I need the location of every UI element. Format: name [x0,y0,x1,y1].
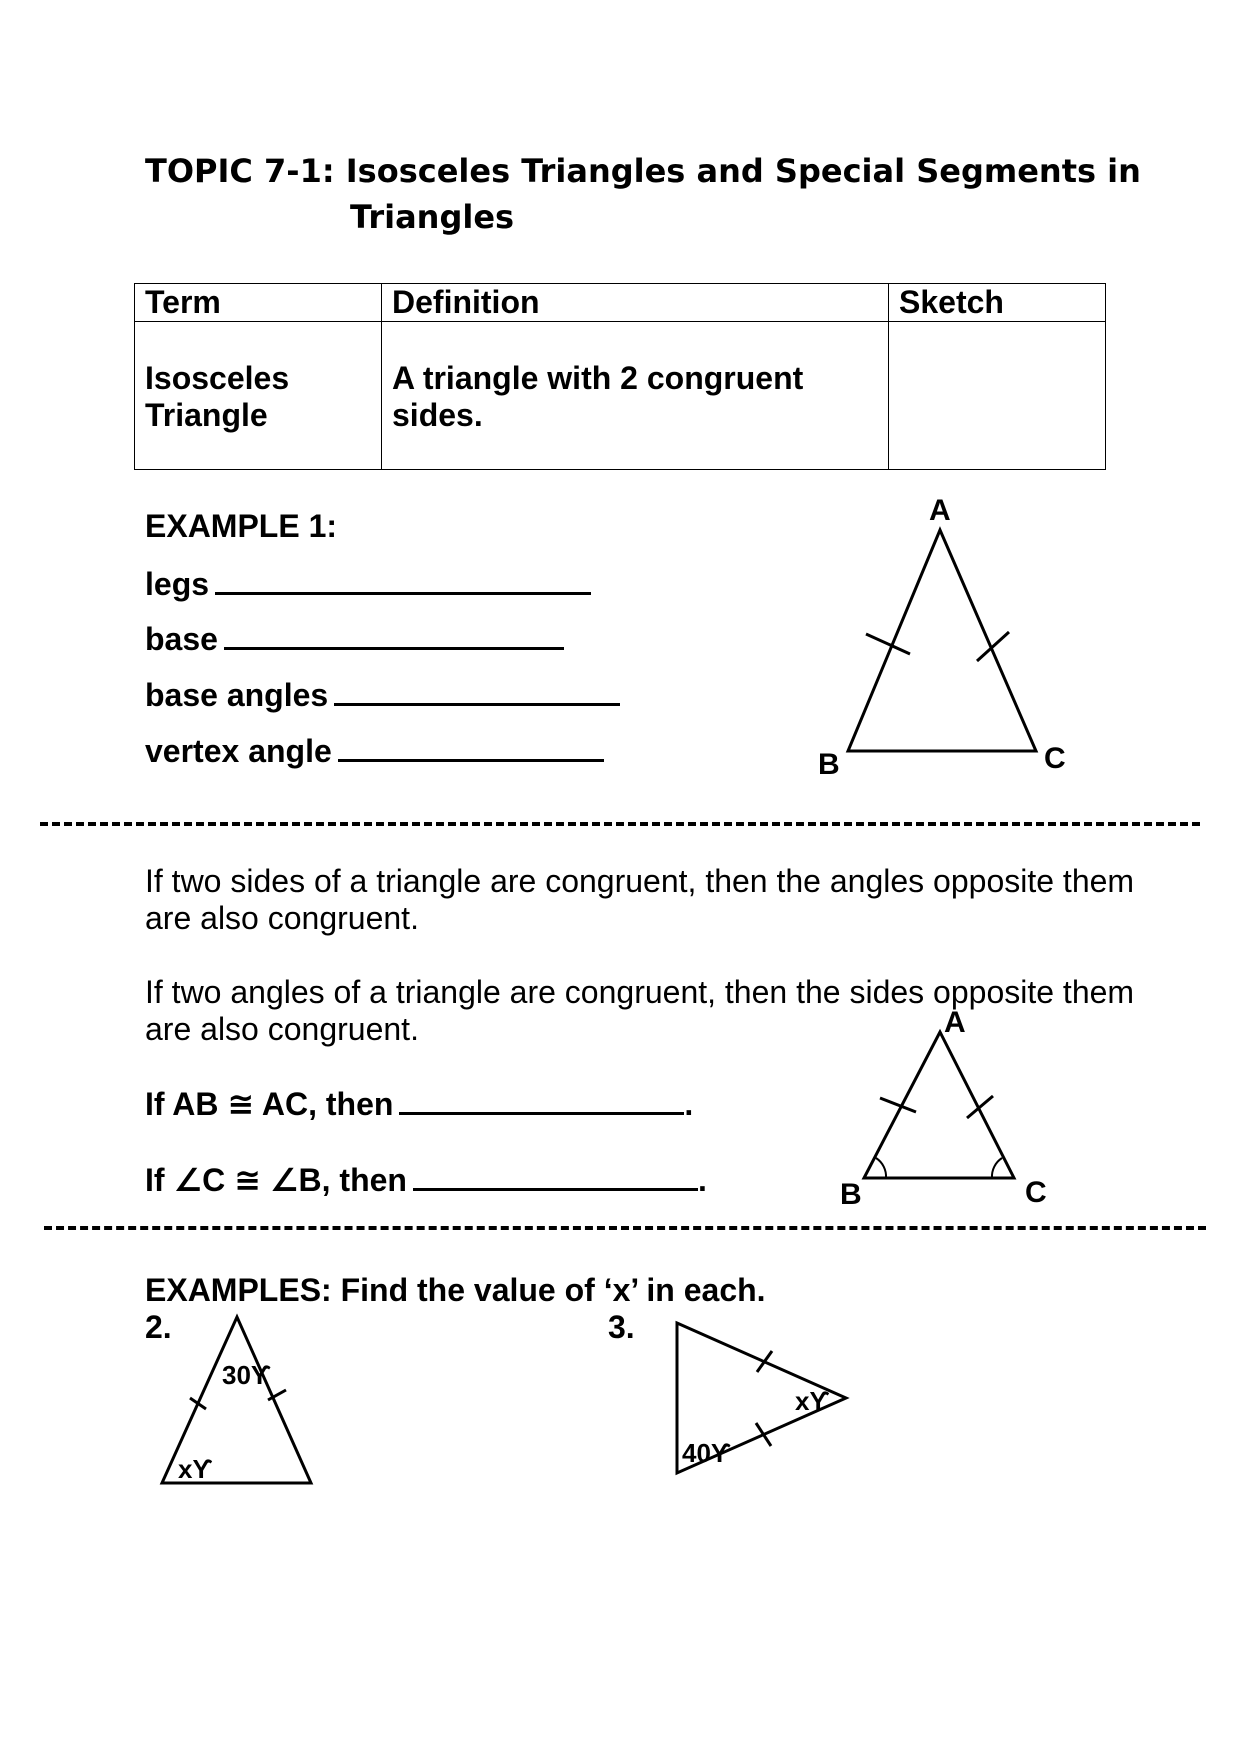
example-3-triangle [660,1300,880,1500]
legs-prompt [145,564,591,603]
example1-heading: EXAMPLE 1: [145,508,338,544]
table-header-row [135,284,1106,322]
statement-2-answer-blank[interactable] [413,1160,698,1191]
examples-heading: EXAMPLES: Find the value of ‘x’ in each. [145,1272,766,1308]
base-angles-label: base angles [145,677,329,713]
vertex-angle-answer-blank[interactable] [338,731,604,762]
header-sketch: Sketch [889,284,1106,322]
vertex-angle-prompt [145,731,604,770]
legs-label: legs [145,566,210,602]
vertex-label-c: C [1044,742,1066,775]
theorem-triangle-abc [864,1032,1014,1178]
statement-1-answer-blank[interactable] [399,1084,684,1115]
example-2-triangle [140,1300,340,1500]
theorem-converse-line1: If two angles of a triangle are congruent, then the sides opposite them [145,974,1135,1010]
vertex-label-a: A [944,1006,966,1039]
header-term: Term [135,284,382,322]
statement-1-label: If AB ≅ AC, then [145,1086,394,1122]
vertex-angle-label: vertex angle [145,733,332,769]
tick-mark-ac [967,1096,993,1118]
tick-mark-top [757,1351,772,1372]
legs-answer-blank[interactable] [215,564,591,595]
vertex-label-c: C [1025,1176,1047,1209]
page-title-line2: Triangles [350,198,515,236]
section-divider-2 [44,1226,1206,1230]
example-3-bottom-angle: 40ϒ [682,1438,731,1468]
base-answer-blank[interactable] [224,619,564,650]
example-3-right-angle: xϒ [795,1386,830,1416]
theorem-converse-line2: are also congruent. [145,1011,419,1047]
example1-triangle-diagram [800,490,1100,790]
base-label: base [145,621,218,657]
example-3-number: 3. [608,1309,635,1345]
statement-2-period: . [697,1162,707,1198]
vertex-label-b: B [818,748,840,781]
header-definition: Definition [382,284,889,322]
definition-line1: A triangle with 2 congruent [392,360,804,396]
base-prompt [145,619,564,658]
statement-2-label: If ∠C ≅ ∠B, then [145,1162,407,1198]
example-2-top-angle: 30ϒ [222,1360,271,1390]
terms-table [134,283,1106,470]
term-line1: Isosceles [145,360,290,396]
angle-arc-c [992,1158,1002,1178]
vertex-label-b: B [840,1178,862,1211]
angle-arc-b [876,1158,886,1178]
base-angles-answer-blank[interactable] [334,675,620,706]
theorem-triangle-diagram [820,1000,1070,1220]
isosceles-triangle-abc [848,530,1036,751]
section-divider-1 [40,822,1200,826]
vertex-label-a: A [929,494,951,527]
definition-line2: sides. [392,397,483,433]
statement-2 [145,1160,707,1199]
theorem-isosceles-line1: If two sides of a triangle are congruent, then the angles opposite them [145,863,1135,899]
table-row [135,322,1106,470]
tick-mark-ac [977,632,1009,661]
base-angles-prompt [145,675,620,714]
theorem-isosceles [145,863,1134,937]
tick-mark-left [190,1398,206,1409]
cell-sketch [889,322,1106,470]
tick-mark-ab [866,634,910,654]
term-line2: Triangle [145,397,268,433]
statement-1 [145,1084,693,1123]
cell-definition [382,322,889,470]
cell-term [135,322,382,470]
tick-mark-bottom [756,1423,771,1446]
example-2-base-angle: xϒ [178,1454,213,1484]
statement-1-period: . [684,1086,694,1122]
example-2-number: 2. [145,1309,172,1345]
page-title-line1: TOPIC 7-1: Isosceles Triangles and Special Segments in [145,152,1141,190]
theorem-isosceles-line2: are also congruent. [145,900,419,936]
